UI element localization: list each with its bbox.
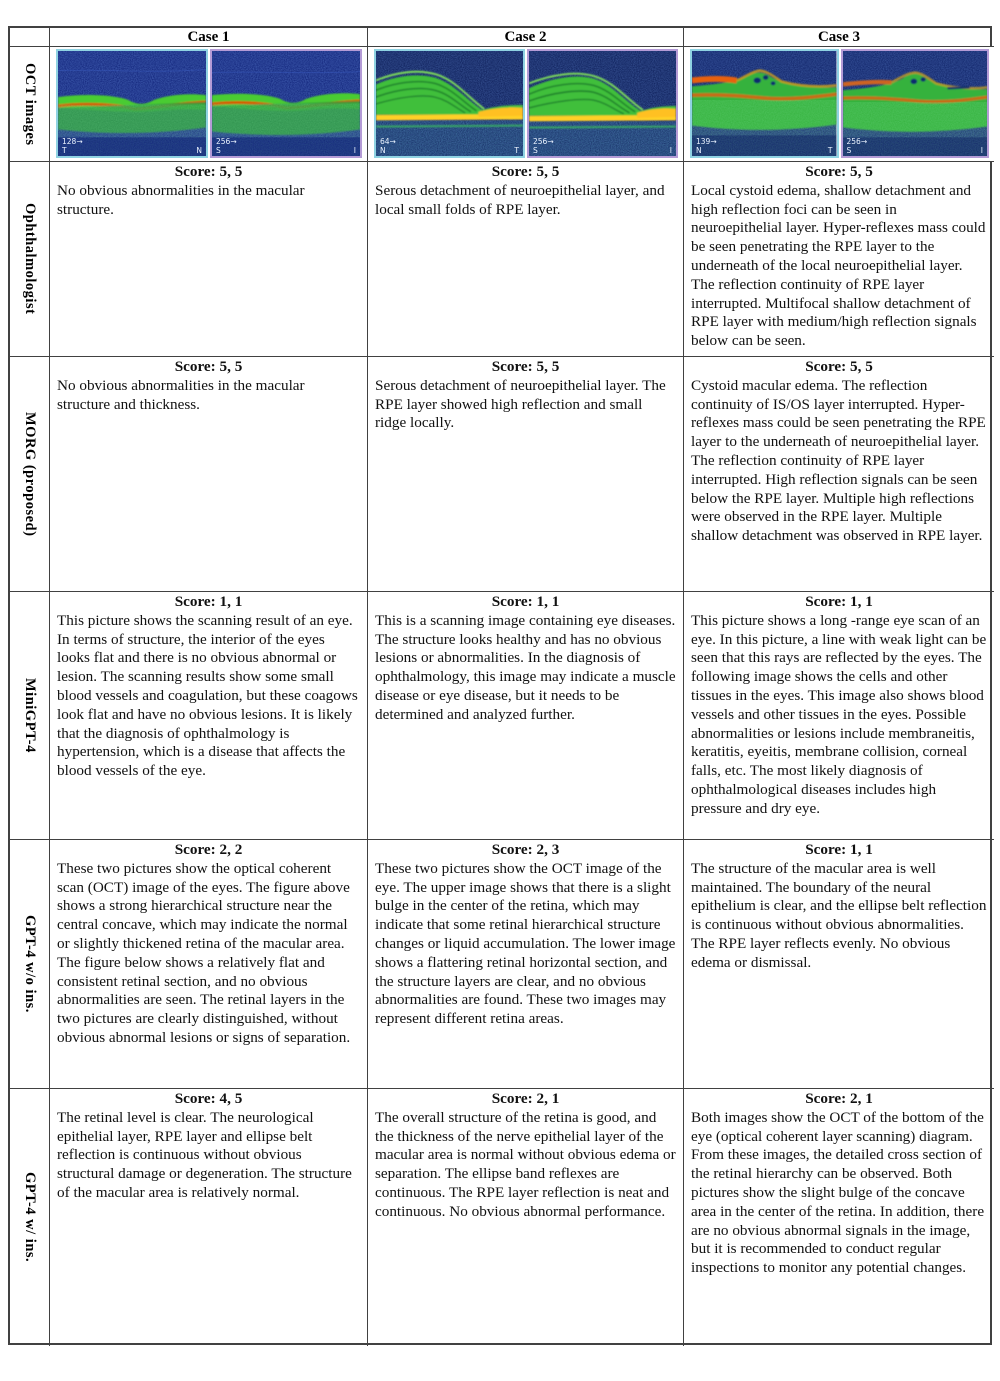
orientation-label-right: I xyxy=(353,146,356,155)
orientation-label-left: S xyxy=(216,146,221,155)
orientation-label-left: T xyxy=(62,146,67,155)
comparison-table xyxy=(8,26,992,1345)
oct-scan-image xyxy=(374,49,525,158)
oct-scan-image xyxy=(841,49,990,158)
cell-text: The structure of the macular area is well maintained. The boundary of the neural epithelium is clear, and the ellipse belt reflection is continuous without obvious abnormalities. The RPE layer reflects evenly. No obvious edema or dismissal. xyxy=(691,859,987,971)
cell-text: These two pictures show the optical coherent scan (OCT) image of the eyes. The figure above shows a strong hierarchical structure near the central concave, which may indicate the normal or slightly thickened retina of the macular area. The figure below shows a relatively flat and consistent retinal section, and no obvious abnormalities are seen. The retinal layers in the two pictures are clearly distinguished, without obvious abnormal lesions or signs of separation. xyxy=(57,859,351,1046)
row-label-gpt4-wo-ins xyxy=(10,840,50,1089)
oct-bscan-serous-detachment xyxy=(376,51,523,156)
cell-text: No obvious abnormalities in the macular structure. xyxy=(57,181,305,218)
oct-scan-image xyxy=(210,49,362,158)
minigpt4-case-3-cell xyxy=(684,592,994,840)
score-line: Score: 2, 2 xyxy=(174,841,243,858)
orientation-label-left: N xyxy=(696,146,702,155)
morg-case-2-cell xyxy=(368,357,684,592)
row-label-minigpt4-text: MiniGPT-4 xyxy=(22,678,38,753)
cell-text: Serous detachment of neuroepithelial layer, and local small folds of RPE layer. xyxy=(375,181,665,218)
case-1-header xyxy=(50,28,368,47)
gpt4-wo-ins-case-2-cell xyxy=(368,840,684,1089)
scan-index-label: 256→ xyxy=(533,137,554,146)
score-line: Score: 2, 3 xyxy=(491,841,560,858)
scan-index-label: 128→ xyxy=(62,137,83,146)
scan-index-label: 139→ xyxy=(696,137,717,146)
row-label-gpt4-wo-ins-text: GPT-4 w/o ins. xyxy=(22,915,38,1013)
case-1-header-label: Case 1 xyxy=(187,28,230,45)
row-label-ophthalmologist-text: Ophthalmologist xyxy=(22,203,38,315)
cell-text: Local cystoid edema, shallow detachment and high reflection foci can be seen in neuroepithelial layer. Hyper-reflexes mass could be seen penetrating the RPE layer to the underneath of the local neuroepithelial layer. The reflection continuity of RPE layer interrupted. Multifocal shallow detachment of RPE layer with medium/high reflection signals below can be seen. xyxy=(691,181,986,350)
orientation-label-right: N xyxy=(196,146,202,155)
case-2-header-label: Case 2 xyxy=(504,28,547,45)
score-line: Score: 1, 1 xyxy=(174,593,243,610)
case-3-header-label: Case 3 xyxy=(817,28,861,45)
morg-case-1-cell xyxy=(50,357,368,592)
score-line: Score: 5, 5 xyxy=(491,163,560,180)
orientation-label-right: T xyxy=(514,146,519,155)
scan-index-label: 256→ xyxy=(216,137,237,146)
ophthalmologist-case-2-cell xyxy=(368,162,684,357)
corner-cell xyxy=(10,28,50,47)
cell-text: This picture shows a long -range eye scan of an eye. In this picture, a line with weak light can be seen that this rays are reflected by the eyes. The following image shows the cells and other tissues in the eyes. This image also shows blood vessels and other tissues in the eyes. Possible abnormalities or lesions include membraneitis, keratitis, eyeitis, membrane collision, corneal falls, etc. The most likely diagnosis of ophthalmological diseases includes high pressure and dry eye. xyxy=(691,611,987,817)
oct-images-case-3 xyxy=(684,47,994,162)
minigpt4-case-1-cell xyxy=(50,592,368,840)
scan-index-label: 64→ xyxy=(380,137,396,146)
orientation-label-right: I xyxy=(669,146,672,155)
score-line: Score: 1, 1 xyxy=(491,593,560,610)
cell-text: No obvious abnormalities in the macular structure and thickness. xyxy=(57,376,305,413)
orientation-label-left: S xyxy=(846,146,852,155)
score-line: Score: 4, 5 xyxy=(174,1090,243,1107)
oct-scan-image xyxy=(690,49,839,158)
oct-images-case-1 xyxy=(50,47,368,162)
row-label-ophthalmologist xyxy=(10,162,50,357)
cell-text: Serous detachment of neuroepithelial layer. The RPE layer showed high reflection and small ridge locally. xyxy=(375,376,666,432)
ophthalmologist-case-3-cell xyxy=(684,162,994,357)
row-label-oct-images xyxy=(10,47,50,162)
cell-text: The overall structure of the retina is good, and the thickness of the nerve epithelial layer of the macular area is normal without obvious edema or separation. The ellipse band reflexes are continuous. The RPE layer reflection is neat and continuous. No obvious abnormal performance. xyxy=(375,1108,676,1220)
gpt4-w-ins-case-1-cell xyxy=(50,1089,368,1346)
cell-text: The retinal level is clear. The neurological epithelial layer, RPE layer and ellipse belt reflection is continuous without obvious structural damage or degeneration. The structure of the macular area is relatively normal. xyxy=(57,1108,352,1201)
case-2-header xyxy=(368,28,684,47)
cell-text: Both images show the OCT of the bottom of the eye (optical coherent layer scanning) diagram. From these images, the detailed cross section of the retinal hierarchy can be observed. Both pictures show the slight bulge of the concave area in the center of the retina. In addition, there are no obvious abnormal signals in the image, but it is recommended to conduct regular inspections to monitor any potential changes. xyxy=(691,1108,985,1277)
score-line: Score: 5, 5 xyxy=(174,163,243,180)
gpt4-w-ins-case-2-cell xyxy=(368,1089,684,1346)
row-label-morg-text: MORG (proposed) xyxy=(22,411,38,537)
score-line: Score: 1, 1 xyxy=(805,593,873,610)
score-line: Score: 2, 1 xyxy=(805,1090,873,1107)
score-line: Score: 2, 1 xyxy=(491,1090,560,1107)
oct-scan-image xyxy=(527,49,678,158)
score-line: Score: 5, 5 xyxy=(805,358,873,375)
orientation-label-left: S xyxy=(533,146,538,155)
ophthalmologist-case-1-cell xyxy=(50,162,368,357)
row-label-minigpt4 xyxy=(10,592,50,840)
score-line: Score: 1, 1 xyxy=(805,841,873,858)
oct-scan-image xyxy=(56,49,208,158)
row-label-gpt4-w-ins-text: GPT-4 w/ ins. xyxy=(22,1172,38,1263)
gpt4-wo-ins-case-1-cell xyxy=(50,840,368,1089)
score-line: Score: 5, 5 xyxy=(491,358,560,375)
orientation-label-right: I xyxy=(980,146,983,155)
cell-text: This picture shows the scanning result of an eye. In terms of structure, the interior of the eyes looks flat and there is no obvious abnormal or lesion. The scanning results show some small blood vessels and coagulation, but these coagows look flat and have no obvious lesions. It is likely that the diagnosis of ophthalmology is hypertension, which is a disease that affects the blood vessels of the eye. xyxy=(57,611,358,780)
score-line: Score: 5, 5 xyxy=(174,358,243,375)
row-label-gpt4-w-ins xyxy=(10,1089,50,1346)
gpt4-wo-ins-case-3-cell xyxy=(684,840,994,1089)
morg-case-3-cell xyxy=(684,357,994,592)
gpt4-w-ins-case-3-cell xyxy=(684,1089,994,1346)
cell-text: Cystoid macular edema. The reflection continuity of IS/OS layer interrupted. Hyper-reflexes mass could be seen penetrating the RPE layer to the underneath of neuroepithelial layer. The reflection continuity of RPE layer interrupted. High reflection signals can be seen below the RPE layer. Multiple high reflections were observed in the RPE layer. Multiple shallow detachment was observed in RPE layer. xyxy=(691,376,986,545)
cell-text: This is a scanning image containing eye diseases. The structure looks healthy and has no obvious lesions or abnormalities. In the diagnosis of ophthalmology, this image may indicate a muscle disease or eye disease, but it needs to be determined and analyzed further. xyxy=(375,611,676,723)
case-3-header xyxy=(684,28,994,47)
row-label-morg xyxy=(10,357,50,592)
score-line: Score: 5, 5 xyxy=(805,163,873,180)
orientation-label-left: N xyxy=(380,146,386,155)
cell-text: These two pictures show the OCT image of the eye. The upper image shows that there is a slight bulge in the center of the retina, which may indicate that some retinal hierarchical structure changes or liquid accumulation. The lower image shows a flattering retinal horizontal section, and the structure layers are clear, and no obvious abnormalities are found. These two images may represent different retina areas. xyxy=(375,859,676,1028)
scan-index-label: 256→ xyxy=(846,137,868,146)
oct-images-case-2 xyxy=(368,47,684,162)
row-label-oct-images-text: OCT images xyxy=(22,62,38,146)
orientation-label-right: T xyxy=(827,146,833,155)
minigpt4-case-2-cell xyxy=(368,592,684,840)
